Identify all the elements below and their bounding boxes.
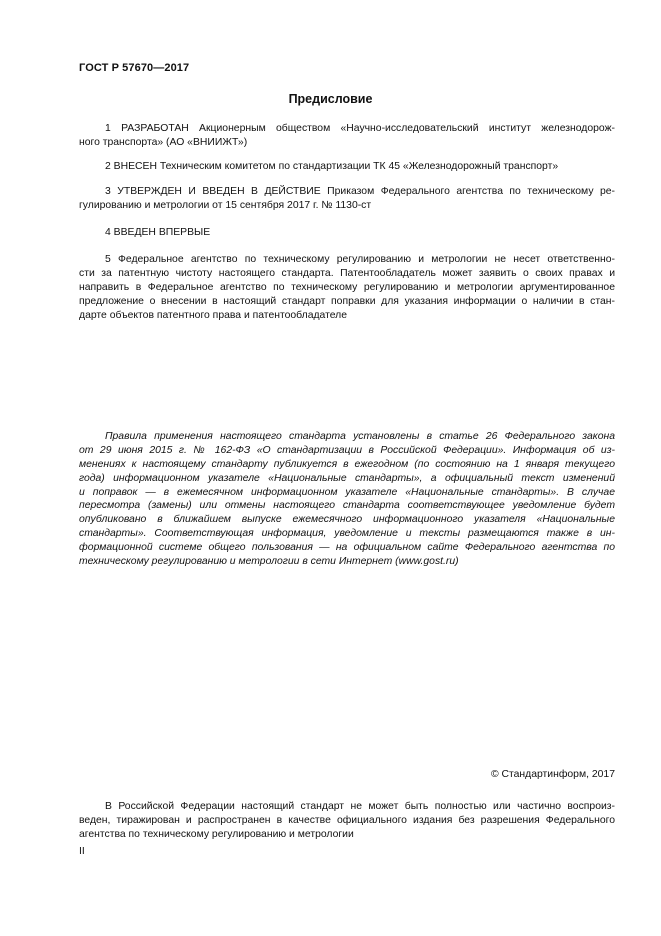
copyright: © Стандартинформ, 2017 (490, 769, 615, 780)
text-line: менениях к настоящему стандарту публикуется в ежегодном (по состоянию на 1 января текущего (79, 458, 615, 470)
text-line: предложение о внесении в настоящий стандарт поправки для указания информации о наличии в стан- (79, 295, 615, 307)
text-line: 1 РАЗРАБОТАН Акционерным обществом «Научно-исследовательский институт железнодорож- (105, 123, 615, 134)
text-line: веден, тиражирован и распространен в качестве официального издания без разрешения Федерального (79, 814, 615, 826)
text-line: гулированию и метрологии от 15 сентября 2017 г. № 1130-ст (79, 199, 372, 211)
text-line: 3 УТВЕРЖДЕН И ВВЕДЕН В ДЕЙСТВИЕ Приказом Федерального агентства по техническому ре- (105, 186, 615, 197)
paragraph-4-first-introduced (79, 226, 615, 240)
rules-notice (79, 430, 615, 569)
text-line: Правила применения настоящего стандарта установлены в статье 26 Федерального закона (105, 431, 615, 442)
text-line: формационной системе общего пользования — на официальном сайте Федерального агентства по (79, 542, 615, 554)
text-line: техническому регулированию и метрологии в сети Интернет (www.gost.ru) (79, 556, 459, 568)
text-line: В Российской Федерации настоящий стандарт не может быть полностью или частично воспроиз- (105, 801, 615, 812)
text-line: от 29 июня 2015 г. № 162-ФЗ «О стандартизации в Российской Федерации». Информация об из- (79, 444, 615, 456)
text-line: 5 Федеральное агентство по техническому регулированию и метрологии не несет ответственно- (105, 254, 615, 265)
text-line: дарте объектов патентного права и патентообладателе (79, 309, 348, 321)
text-line: ного транспорта» (АО «ВНИИЖТ») (79, 136, 248, 148)
text-line: стандарты». Соответствующая информация, уведомление и тексты размещаются также в ин- (79, 528, 615, 540)
page-number: II (79, 846, 85, 857)
text-line: 4 ВВЕДЕН ВПЕРВЫЕ (105, 227, 211, 238)
text-line: года) информационном указателе «Национальные стандарты», а официальный текст изменений (79, 472, 615, 484)
page-title: Предисловие (288, 92, 373, 106)
text-line: 2 ВНЕСЕН Техническим комитетом по стандартизации ТК 45 «Железнодорожный транспорт» (105, 161, 559, 172)
reproduction-notice (79, 800, 615, 842)
text-line: опубликовано в ближайшем выпуске ежемесячного информационного указателя «Национальные (79, 514, 615, 526)
text-line: направить в Федеральное агентство по техническому регулированию и метрологии аргументированное (79, 281, 615, 293)
text-line: агентства по техническому регулированию и метрологии (79, 828, 354, 840)
paragraph-1-developed (79, 122, 615, 150)
standard-code: ГОСТ Р 57670—2017 (79, 62, 190, 74)
paragraph-5-patent (79, 253, 615, 322)
text-line: и поправок — в ежемесячном информационном указателе «Национальные стандарты». В случае (79, 486, 615, 498)
text-line: пересмотра (замены) или отмены настоящего стандарта соответствующее уведомление будет (79, 500, 615, 512)
paragraph-3-approved (79, 185, 615, 213)
text-line: сти за патентную чистоту настоящего стандарта. Патентообладатель может заявить о своих правах и (79, 267, 615, 279)
paragraph-2-introduced (79, 160, 615, 174)
